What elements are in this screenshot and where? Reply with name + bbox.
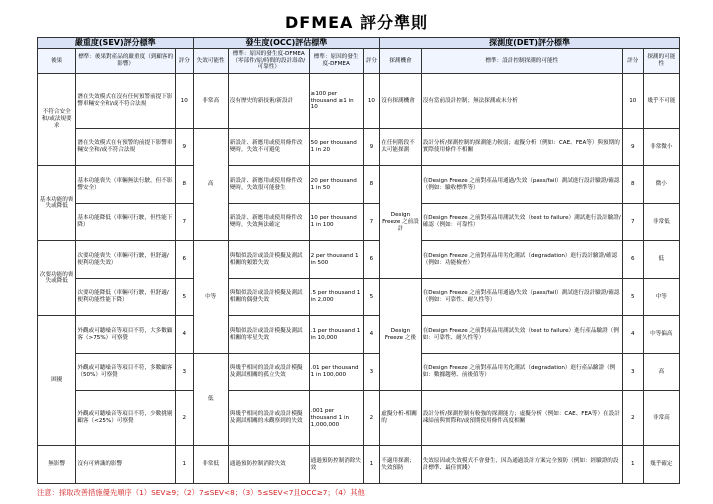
occ-rate: 10 per thousand 1 in 100 <box>309 203 363 241</box>
occ-score: 8 <box>363 166 380 204</box>
sev-score: 2 <box>175 391 193 446</box>
det-likelihood: 幾乎不可能 <box>643 74 679 129</box>
det-score: 1 <box>622 446 643 484</box>
sev-score: 3 <box>175 353 193 391</box>
sev-score: 1 <box>175 446 193 484</box>
occ-standard: 與類似設計或設計模擬及測試相關的偶發失效 <box>228 278 309 316</box>
sev-standard: 沒有可辨識的影響 <box>76 446 176 484</box>
occ-rate: .01 per thousand 1 in 100,000 <box>309 353 363 391</box>
det-score: 5 <box>622 278 643 316</box>
criteria-table <box>37 37 680 484</box>
occ-score: 6 <box>363 241 380 279</box>
occ-score: 4 <box>363 316 380 354</box>
det-score: 7 <box>622 203 643 241</box>
det-likelihood: 微小 <box>643 166 679 204</box>
occ-score: 9 <box>363 128 380 166</box>
page-title: DFMEA 評分準則 <box>284 13 429 32</box>
det-chance: Design Freeze 之後 <box>380 278 421 391</box>
sev-standard: 潛在失效模式在有預警的前提下影響車輛安全和/或不符合法規 <box>76 128 176 166</box>
occ-score: 2 <box>363 391 380 446</box>
sev-result: 不符合安全和/或法規要求 <box>38 74 76 166</box>
sev-score: 8 <box>175 166 193 204</box>
sev-standard: 次要功能喪失（車輛可行駛，但舒適/便利功能失效） <box>76 241 176 279</box>
det-standard: 在Design Freeze 之前對產品用劣化測試（degradation）進行產品驗證（例如：數據趨勢、前後值等） <box>421 353 622 391</box>
occ-standard: 新設計、新應用或使用條件改變時，失效無法確定 <box>228 203 309 241</box>
sev-score: 10 <box>175 74 193 129</box>
col-det-score: 評分 <box>622 49 643 74</box>
occ-standard: 與類似設計或設計模擬及測試相關的頻繁失效 <box>228 241 309 279</box>
occ-standard: 沒有歷史的新技術/新設計 <box>228 74 309 129</box>
det-standard: 失效原因或失效模式不會發生，因為通過設計方案完全預防（例如：經驗證的設計標準、最佳實踐） <box>421 446 622 484</box>
col-det-likelihood: 探測的可能性 <box>643 49 679 74</box>
occ-rate: 50 per thousand 1 in 20 <box>309 128 363 166</box>
col-result: 後果 <box>38 49 76 74</box>
det-section-header: 探測度(DET)評分標準 <box>380 38 680 49</box>
col-det-chance: 探測機會 <box>380 49 421 74</box>
sev-result: 次要功能的喪失或降低 <box>38 241 76 316</box>
col-occ-rate: 標準：原因的發生度-DFMEA <box>309 49 363 74</box>
det-standard: 設計分析/探測控制的探測能力較弱；虛擬分析（例如：CAE、FEA等）與預期的實際使用條件不相關 <box>421 128 622 166</box>
occ-prob: 中等 <box>193 241 228 354</box>
col-occ-score: 評分 <box>363 49 380 74</box>
sev-score: 4 <box>175 316 193 354</box>
col-sev-standard: 標準：後果對產品的嚴重度（到顧客的影響） <box>76 49 176 74</box>
det-likelihood: 非常微小 <box>643 128 679 166</box>
det-score: 2 <box>622 391 643 446</box>
sev-result: 困擾 <box>38 316 76 446</box>
sev-section-header: 嚴重度(SEV)評分標準 <box>38 38 194 49</box>
occ-standard: 與幾乎相同的設計或設計模擬及測試相關的孤立失效 <box>228 353 309 391</box>
sev-standard: 外觀或可聽噪音等項目不符，多數顧客（50%）可察覺 <box>76 353 176 391</box>
det-score: 6 <box>622 241 643 279</box>
col-sev-score: 評分 <box>175 49 193 74</box>
occ-score: 10 <box>363 74 380 129</box>
occ-standard: 與幾乎相同的設計或設計模擬及測試相關的未觀察到的失效 <box>228 391 309 446</box>
det-chance: 不適用探測；失效預防 <box>380 446 421 484</box>
occ-score: 5 <box>363 278 380 316</box>
det-likelihood: 非常低 <box>643 203 679 241</box>
occ-prob: 低 <box>193 353 228 445</box>
det-likelihood: 非常高 <box>643 391 679 446</box>
occ-section-header: 發生度(OCC)評估標準 <box>193 38 380 49</box>
sev-result: 無影響 <box>38 446 76 484</box>
det-standard: 在Design Freeze 之前對產品用劣化測試（degradation）進行設計驗證/確認（例如：功能檢查） <box>421 241 622 279</box>
col-occ-standard: 標準：原因的發生度-DFMEA（零部件/原/時間的設計壽命/可靠性） <box>228 49 309 74</box>
sev-score: 6 <box>175 241 193 279</box>
sev-standard: 次要功能降低（車輛可行駛，但舒適/便利功能性能下降） <box>76 278 176 316</box>
det-standard: 在Design Freeze 之前對產品用通過/失效（pass/fail）測試進行設計驗證/確認（例如：驗收標準等） <box>421 166 622 204</box>
col-occ-prob: 失效可能性 <box>193 49 228 74</box>
det-score: 4 <box>622 316 643 354</box>
occ-rate: 2 per thousand 1 in 500 <box>309 241 363 279</box>
occ-rate: .5 per thousand 1 in 2,000 <box>309 278 363 316</box>
sev-standard: 外觀或可聽噪音等項目不符，大多數顧客（>75%）可察覺 <box>76 316 176 354</box>
occ-score: 7 <box>363 203 380 241</box>
det-chance: 在任何階段不太可能探測 <box>380 128 421 166</box>
occ-rate: ≥100 per thousand ≥1 in 10 <box>309 74 363 129</box>
col-det-standard: 標準：設計控制探測的可能性 <box>421 49 622 74</box>
occ-prob: 非常低 <box>193 446 228 484</box>
sev-standard: 基本功能降低（車輛可行駛，但性能下降） <box>76 203 176 241</box>
det-score: 10 <box>622 74 643 129</box>
occ-standard: 與類似設計或設計模擬及測試相關的零星失效 <box>228 316 309 354</box>
det-likelihood: 高 <box>643 353 679 391</box>
det-standard: 在Design Freeze 之前對產品用測試失效（test to failure）測試進行設計驗證/確認（例如：可靠性） <box>421 203 622 241</box>
occ-prob: 非常高 <box>193 74 228 129</box>
sev-standard: 基本功能喪失（車輛無法行駛，但不影響安全） <box>76 166 176 204</box>
det-likelihood: 幾乎確定 <box>643 446 679 484</box>
occ-standard: 新設計、新應用或使用條件改變時，失效不可避免 <box>228 128 309 166</box>
sev-standard: 外觀或可聽噪音等項目不符，少數挑剔顧客（<25%）可察覺 <box>76 391 176 446</box>
det-chance: 沒有探測機會 <box>380 74 421 129</box>
sev-standard: 潛在失效模式在沒有任何預警前提下影響車輛安全和/或不符合法規 <box>76 74 176 129</box>
det-standard: 在Design Freeze 之前對產品用通過/失效（pass/fail）測試進行設計驗證/確認（例如：可靠性、耐久性等） <box>421 278 622 316</box>
det-score: 3 <box>622 353 643 391</box>
det-standard: 在Design Freeze 之前對產品用測試失效（test to failure）進行產品驗證（例如：可靠性、耐久性等） <box>421 316 622 354</box>
sev-score: 9 <box>175 128 193 166</box>
occ-prob: 高 <box>193 128 228 241</box>
occ-rate: 通過預防控制消除失效 <box>309 446 363 484</box>
priority-note: 注意：採取改善措施優先順序（1）SEV≥9；（2）7≤SEV<8；（3）5≤SEV<7且OCC≥7；（4）其他 <box>37 488 365 497</box>
det-score: 8 <box>622 166 643 204</box>
occ-rate: .001 per thousand 1 in 1,000,000 <box>309 391 363 446</box>
det-chance: 虛擬分析-相關的 <box>380 391 421 446</box>
occ-standard: 新設計、新應用或使用條件改變時，失效很可能發生 <box>228 166 309 204</box>
sev-result: 基本功能的喪失或降低 <box>38 166 76 241</box>
det-likelihood: 中等偏高 <box>643 316 679 354</box>
det-standard: 沒有當前設計控制；無法探測或未分析 <box>421 74 622 129</box>
det-likelihood: 低 <box>643 241 679 279</box>
occ-standard: 通過預防控制消除失效 <box>228 446 309 484</box>
sev-score: 7 <box>175 203 193 241</box>
sev-score: 5 <box>175 278 193 316</box>
det-score: 9 <box>622 128 643 166</box>
occ-rate: .1 per thousand 1 in 10,000 <box>309 316 363 354</box>
occ-score: 1 <box>363 446 380 484</box>
det-standard: 設計分析/探測控制有較強的探測能力；虛擬分析（例如：CAE、FEA等）在設計凍結前與實際和/或預期使用條件高度相關 <box>421 391 622 446</box>
det-likelihood: 中等 <box>643 278 679 316</box>
occ-rate: 20 per thousand 1 in 50 <box>309 166 363 204</box>
det-chance: Design Freeze 之前設計 <box>380 166 421 279</box>
occ-score: 3 <box>363 353 380 391</box>
